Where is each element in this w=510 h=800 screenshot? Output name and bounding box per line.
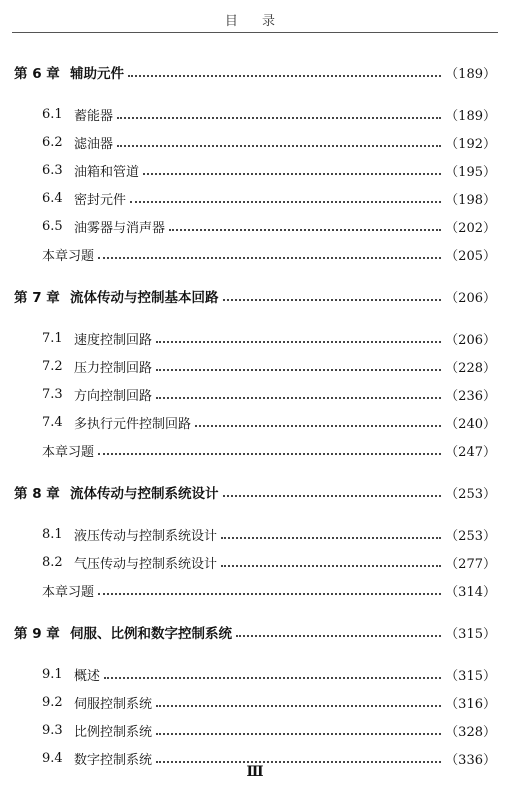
dot-leader [221, 536, 441, 539]
toc-section-title: 比例控制系统 [74, 724, 153, 740]
toc-section-title: 方向控制回路 [74, 388, 153, 404]
dot-leader [169, 228, 441, 231]
toc-section-title: 密封元件 [74, 192, 127, 208]
toc-chapter-page: （206） [445, 290, 496, 306]
spacer [0, 268, 510, 282]
toc-section-page: （315） [445, 668, 496, 684]
toc-section-page: （202） [445, 220, 496, 236]
toc-section-title: 压力控制回路 [74, 360, 153, 376]
toc-exercises-page: （205） [445, 248, 496, 264]
spacer [0, 506, 510, 520]
toc-section-number: 7.3 [42, 386, 63, 402]
toc-section[interactable] [0, 408, 510, 436]
toc-section-number: 7.4 [42, 414, 63, 430]
dot-leader [98, 256, 441, 259]
toc-section-number: 6.2 [42, 134, 63, 150]
dot-leader [143, 172, 441, 175]
toc-section-title: 油雾器与消声器 [74, 220, 166, 236]
toc-section-page: （236） [445, 388, 496, 404]
toc-exercises-title: 本章习题 [42, 248, 95, 264]
toc-section-page: （206） [445, 332, 496, 348]
dot-leader [156, 760, 441, 763]
toc-section-number: 9.3 [42, 722, 63, 738]
toc-section-number: 7.2 [42, 358, 63, 374]
toc-chapter[interactable] [0, 58, 510, 86]
page-number: Ⅲ [246, 764, 264, 780]
toc-chapter-number: 第 7 章 [14, 290, 60, 306]
page-header [12, 10, 498, 33]
toc-section[interactable] [0, 660, 510, 688]
dot-leader [117, 116, 441, 119]
toc-chapter-title: 流体传动与控制基本回路 [70, 290, 219, 306]
toc-section[interactable] [0, 324, 510, 352]
toc-section[interactable] [0, 548, 510, 576]
toc-section-number: 8.2 [42, 554, 63, 570]
dot-leader [221, 564, 441, 567]
toc-section-number: 6.5 [42, 218, 63, 234]
toc-chapter-title: 伺服、比例和数字控制系统 [70, 626, 232, 642]
table-of-contents [0, 58, 510, 772]
spacer [0, 646, 510, 660]
toc-chapter-number: 第 6 章 [14, 66, 60, 82]
toc-chapter-number: 第 9 章 [14, 626, 60, 642]
toc-section[interactable] [0, 352, 510, 380]
toc-section-page: （198） [445, 192, 496, 208]
toc-section[interactable] [0, 128, 510, 156]
dot-leader [156, 704, 441, 707]
dot-leader [156, 732, 441, 735]
toc-section[interactable] [0, 688, 510, 716]
toc-section-number: 8.1 [42, 526, 63, 542]
toc-section-page: （277） [445, 556, 496, 572]
dot-leader [98, 452, 441, 455]
toc-section-title: 速度控制回路 [74, 332, 153, 348]
toc-section[interactable] [0, 156, 510, 184]
toc-chapter[interactable] [0, 618, 510, 646]
toc-section[interactable] [0, 184, 510, 212]
toc-section-page: （253） [445, 528, 496, 544]
toc-chapter-page: （315） [445, 626, 496, 642]
spacer [0, 464, 510, 478]
toc-section-page: （189） [445, 108, 496, 124]
header-title: 目 录 [224, 14, 286, 29]
dot-leader [98, 592, 441, 595]
toc-exercises-page: （314） [445, 584, 496, 600]
toc-section-title: 液压传动与控制系统设计 [74, 528, 218, 544]
toc-section-page: （195） [445, 164, 496, 180]
toc-chapter-page: （253） [445, 486, 496, 502]
toc-exercises-page: （247） [445, 444, 496, 460]
toc-chapter[interactable] [0, 282, 510, 310]
toc-section-number: 9.1 [42, 666, 63, 682]
toc-section-title: 多执行元件控制回路 [74, 416, 192, 432]
toc-chapter-title: 辅助元件 [70, 66, 124, 82]
dot-leader [128, 74, 441, 77]
toc-exercises[interactable] [0, 576, 510, 604]
toc-section-page: （316） [445, 696, 496, 712]
toc-section-number: 6.3 [42, 162, 63, 178]
toc-section-title: 气压传动与控制系统设计 [74, 556, 218, 572]
dot-leader [104, 676, 441, 679]
toc-exercises-title: 本章习题 [42, 444, 95, 460]
toc-exercises[interactable] [0, 240, 510, 268]
toc-section-page: （328） [445, 724, 496, 740]
toc-section[interactable] [0, 520, 510, 548]
dot-leader [156, 396, 441, 399]
toc-section-title: 油箱和管道 [74, 164, 140, 180]
spacer [0, 86, 510, 100]
toc-section[interactable] [0, 716, 510, 744]
toc-section-title: 伺服控制系统 [74, 696, 153, 712]
toc-chapter-number: 第 8 章 [14, 486, 60, 502]
toc-section-page: （192） [445, 136, 496, 152]
spacer [0, 604, 510, 618]
toc-chapter-page: （189） [445, 66, 496, 82]
toc-section[interactable] [0, 212, 510, 240]
dot-leader [117, 144, 441, 147]
toc-section-title: 数字控制系统 [74, 752, 153, 768]
dot-leader [236, 634, 441, 637]
toc-section-page: （228） [445, 360, 496, 376]
dot-leader [223, 298, 442, 301]
toc-section-number: 7.1 [42, 330, 63, 346]
toc-section-number: 9.2 [42, 694, 63, 710]
toc-section-number: 6.4 [42, 190, 63, 206]
spacer [0, 310, 510, 324]
dot-leader [223, 494, 442, 497]
toc-section-page: （240） [445, 416, 496, 432]
toc-section-number: 6.1 [42, 106, 63, 122]
toc-section-page: （336） [445, 752, 496, 768]
toc-exercises[interactable] [0, 436, 510, 464]
dot-leader [130, 200, 441, 203]
toc-section[interactable] [0, 380, 510, 408]
toc-section-title: 概述 [74, 668, 101, 684]
toc-chapter[interactable] [0, 478, 510, 506]
toc-chapter-title: 流体传动与控制系统设计 [70, 486, 219, 502]
toc-section-title: 蓄能器 [74, 108, 114, 124]
toc-section-title: 滤油器 [74, 136, 114, 152]
dot-leader [156, 368, 441, 371]
dot-leader [156, 340, 441, 343]
toc-exercises-title: 本章习题 [42, 584, 95, 600]
toc-section[interactable] [0, 100, 510, 128]
dot-leader [195, 424, 441, 427]
toc-section-number: 9.4 [42, 750, 63, 766]
